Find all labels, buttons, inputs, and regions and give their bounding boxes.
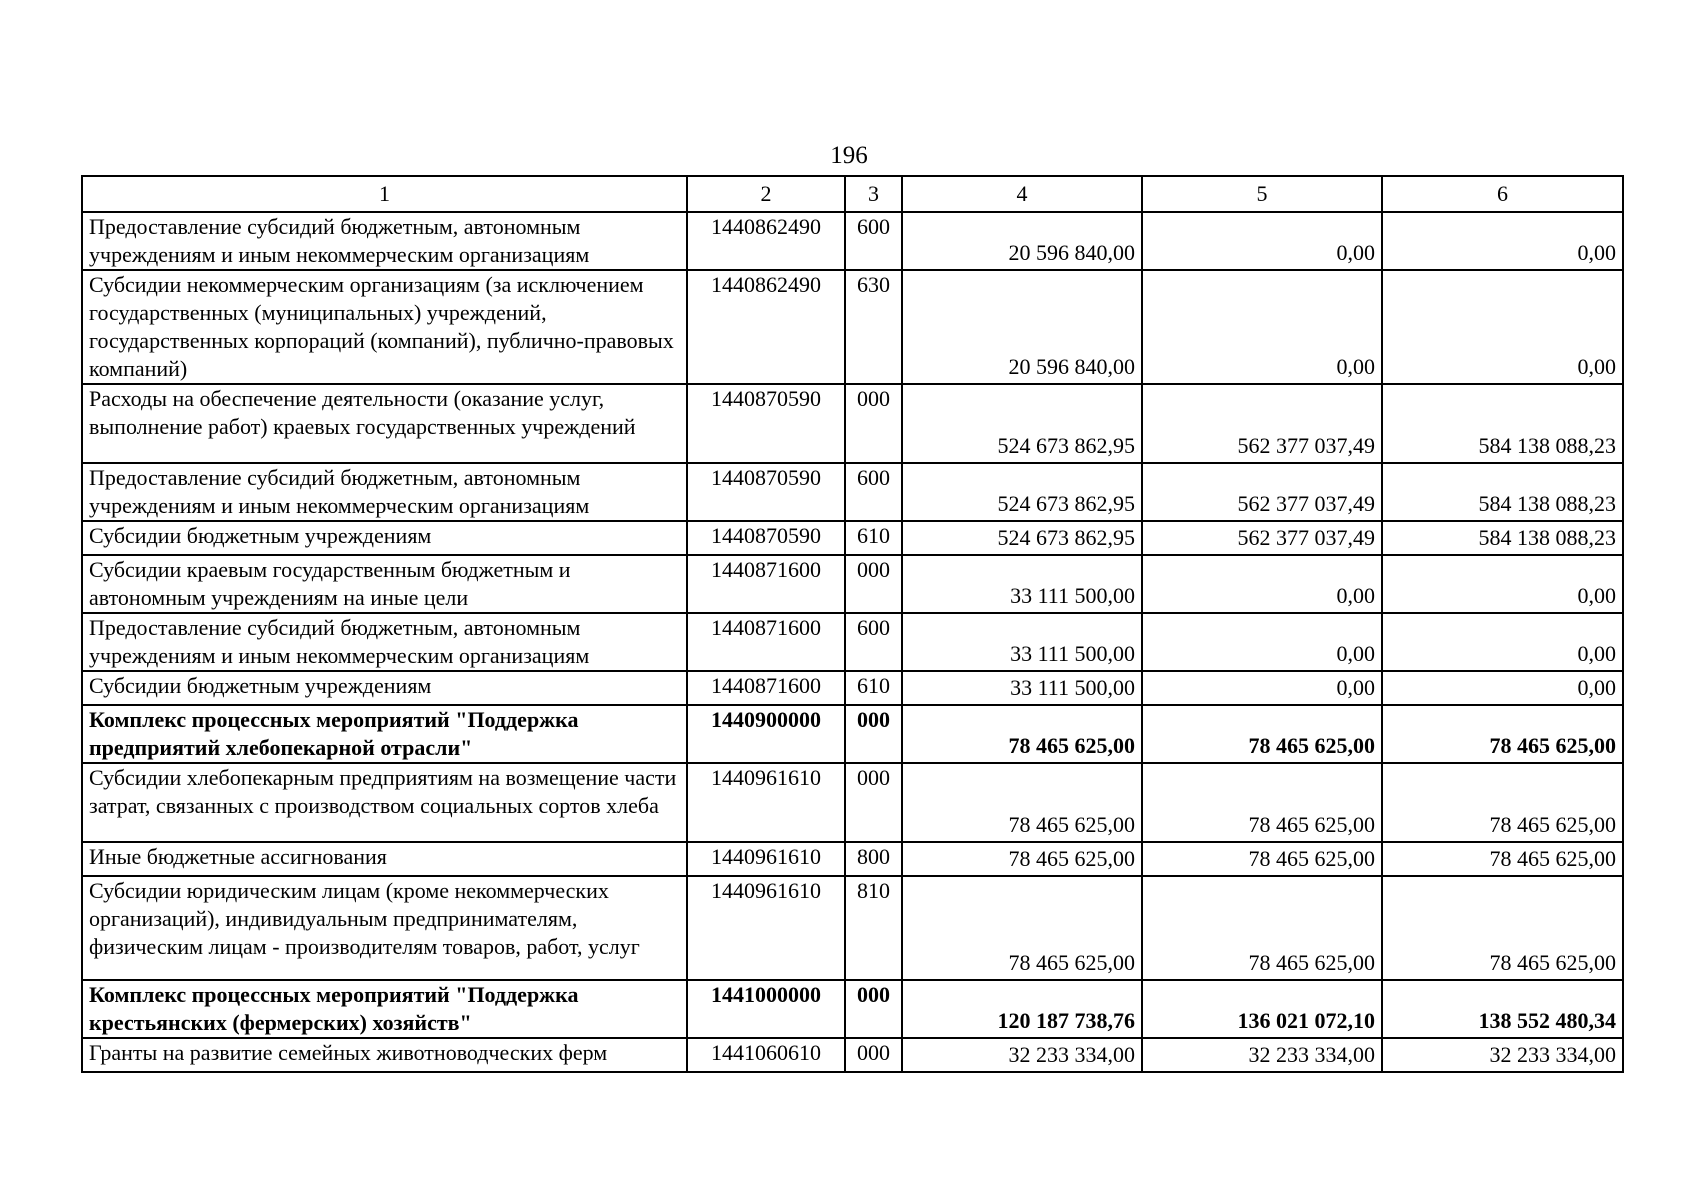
column-header: 2 — [687, 176, 845, 212]
row-amount-col6: 0,00 — [1382, 671, 1623, 705]
table-row — [82, 384, 1623, 463]
row-expense-type: 000 — [845, 980, 902, 1038]
row-description: Предоставление субсидий бюджетным, автономным учреждениям и иным некоммерческим организациям — [82, 463, 687, 521]
row-amount-col6: 78 465 625,00 — [1382, 705, 1623, 763]
row-expense-type: 000 — [845, 384, 902, 463]
row-amount-col4: 20 596 840,00 — [902, 212, 1142, 270]
row-description: Субсидии краевым государственным бюджетным и автономным учреждениям на иные цели — [82, 555, 687, 613]
row-amount-col4: 524 673 862,95 — [902, 384, 1142, 463]
row-amount-col6: 0,00 — [1382, 555, 1623, 613]
row-expense-type: 000 — [845, 1038, 902, 1072]
table-row — [82, 270, 1623, 384]
row-amount-col6: 78 465 625,00 — [1382, 876, 1623, 980]
row-target-code: 1440871600 — [687, 555, 845, 613]
table-row — [82, 876, 1623, 980]
row-amount-col4: 33 111 500,00 — [902, 555, 1142, 613]
row-description: Предоставление субсидий бюджетным, автономным учреждениям и иным некоммерческим организациям — [82, 613, 687, 671]
row-amount-col6: 0,00 — [1382, 613, 1623, 671]
row-target-code: 1440870590 — [687, 521, 845, 555]
row-description: Расходы на обеспечение деятельности (оказание услуг, выполнение работ) краевых государственных учреждений — [82, 384, 687, 463]
row-description: Предоставление субсидий бюджетным, автономным учреждениям и иным некоммерческим организациям — [82, 212, 687, 270]
row-amount-col4: 524 673 862,95 — [902, 521, 1142, 555]
row-amount-col4: 33 111 500,00 — [902, 671, 1142, 705]
column-header: 5 — [1142, 176, 1382, 212]
row-description: Субсидии юридическим лицам (кроме некоммерческих организаций), индивидуальным предпринимателям, физическим лицам - производителям товаров, работ, услуг — [82, 876, 687, 980]
row-expense-type: 800 — [845, 842, 902, 876]
row-description: Субсидии некоммерческим организациям (за исключением государственных (муниципальных) учреждений, государственных корпораций (компаний), публично-правовых компаний) — [82, 270, 687, 384]
row-target-code: 1440961610 — [687, 763, 845, 842]
row-amount-col5: 562 377 037,49 — [1142, 384, 1382, 463]
row-amount-col5: 78 465 625,00 — [1142, 763, 1382, 842]
row-amount-col4: 524 673 862,95 — [902, 463, 1142, 521]
table-row — [82, 555, 1623, 613]
budget-table — [81, 175, 1624, 1073]
column-header: 1 — [82, 176, 687, 212]
row-expense-type: 810 — [845, 876, 902, 980]
table-row — [82, 463, 1623, 521]
row-target-code: 1440862490 — [687, 212, 845, 270]
row-expense-type: 600 — [845, 613, 902, 671]
row-target-code: 1440961610 — [687, 876, 845, 980]
row-description: Субсидии хлебопекарным предприятиям на возмещение части затрат, связанных с производством социальных сортов хлеба — [82, 763, 687, 842]
row-amount-col5: 0,00 — [1142, 671, 1382, 705]
row-description: Комплекс процессных мероприятий "Поддержка предприятий хлебопекарной отрасли" — [82, 705, 687, 763]
row-target-code: 1440870590 — [687, 463, 845, 521]
table-row — [82, 763, 1623, 842]
row-amount-col4: 33 111 500,00 — [902, 613, 1142, 671]
row-amount-col6: 0,00 — [1382, 212, 1623, 270]
row-description: Субсидии бюджетным учреждениям — [82, 521, 687, 555]
row-amount-col4: 120 187 738,76 — [902, 980, 1142, 1038]
row-amount-col4: 78 465 625,00 — [902, 763, 1142, 842]
row-amount-col6: 584 138 088,23 — [1382, 521, 1623, 555]
row-target-code: 1441000000 — [687, 980, 845, 1038]
row-amount-col6: 584 138 088,23 — [1382, 463, 1623, 521]
row-description: Иные бюджетные ассигнования — [82, 842, 687, 876]
column-header: 4 — [902, 176, 1142, 212]
row-amount-col4: 32 233 334,00 — [902, 1038, 1142, 1072]
table-row — [82, 212, 1623, 270]
row-amount-col6: 584 138 088,23 — [1382, 384, 1623, 463]
row-target-code: 1440871600 — [687, 671, 845, 705]
row-amount-col5: 0,00 — [1142, 270, 1382, 384]
row-amount-col5: 78 465 625,00 — [1142, 876, 1382, 980]
row-target-code: 1440871600 — [687, 613, 845, 671]
table-row — [82, 842, 1623, 876]
row-target-code: 1440870590 — [687, 384, 845, 463]
row-amount-col6: 138 552 480,34 — [1382, 980, 1623, 1038]
table-header-row — [82, 176, 1623, 212]
row-amount-col4: 20 596 840,00 — [902, 270, 1142, 384]
row-expense-type: 610 — [845, 521, 902, 555]
row-expense-type: 000 — [845, 705, 902, 763]
row-amount-col5: 78 465 625,00 — [1142, 842, 1382, 876]
row-target-code: 1441060610 — [687, 1038, 845, 1072]
row-target-code: 1440862490 — [687, 270, 845, 384]
row-amount-col5: 78 465 625,00 — [1142, 705, 1382, 763]
column-header: 3 — [845, 176, 902, 212]
table-row — [82, 671, 1623, 705]
row-amount-col5: 562 377 037,49 — [1142, 521, 1382, 555]
row-description: Комплекс процессных мероприятий "Поддержка крестьянских (фермерских) хозяйств" — [82, 980, 687, 1038]
row-amount-col6: 0,00 — [1382, 270, 1623, 384]
row-amount-col5: 562 377 037,49 — [1142, 463, 1382, 521]
table-row — [82, 705, 1623, 763]
row-amount-col5: 32 233 334,00 — [1142, 1038, 1382, 1072]
row-amount-col4: 78 465 625,00 — [902, 876, 1142, 980]
table-row — [82, 1038, 1623, 1072]
row-expense-type: 000 — [845, 763, 902, 842]
row-amount-col6: 78 465 625,00 — [1382, 763, 1623, 842]
row-amount-col5: 0,00 — [1142, 555, 1382, 613]
row-amount-col6: 78 465 625,00 — [1382, 842, 1623, 876]
row-amount-col4: 78 465 625,00 — [902, 842, 1142, 876]
row-description: Гранты на развитие семейных животноводческих ферм — [82, 1038, 687, 1072]
column-header: 6 — [1382, 176, 1623, 212]
row-amount-col5: 136 021 072,10 — [1142, 980, 1382, 1038]
table-row — [82, 521, 1623, 555]
table-row — [82, 613, 1623, 671]
row-expense-type: 600 — [845, 212, 902, 270]
row-target-code: 1440961610 — [687, 842, 845, 876]
row-amount-col5: 0,00 — [1142, 212, 1382, 270]
page-number: 196 — [830, 142, 868, 169]
row-amount-col4: 78 465 625,00 — [902, 705, 1142, 763]
row-expense-type: 610 — [845, 671, 902, 705]
row-expense-type: 630 — [845, 270, 902, 384]
row-target-code: 1440900000 — [687, 705, 845, 763]
row-amount-col6: 32 233 334,00 — [1382, 1038, 1623, 1072]
row-amount-col5: 0,00 — [1142, 613, 1382, 671]
row-description: Субсидии бюджетным учреждениям — [82, 671, 687, 705]
table-row — [82, 980, 1623, 1038]
row-expense-type: 000 — [845, 555, 902, 613]
row-expense-type: 600 — [845, 463, 902, 521]
